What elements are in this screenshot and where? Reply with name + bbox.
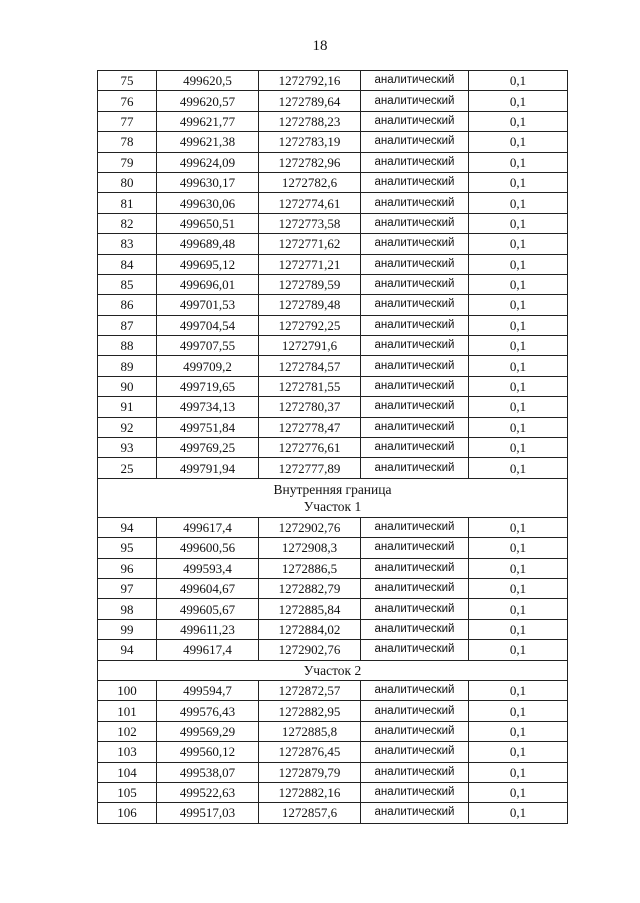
table-row (98, 315, 568, 335)
point-number-cell: 93 (98, 438, 157, 458)
point-number-cell: 81 (98, 193, 157, 213)
accuracy-cell: 0,1 (469, 234, 568, 254)
accuracy-cell: 0,1 (469, 701, 568, 721)
x-coordinate-cell: 499620,5 (157, 71, 259, 91)
point-number-cell: 105 (98, 782, 157, 802)
y-coordinate-cell: 1272791,6 (259, 336, 361, 356)
accuracy-cell: 0,1 (469, 254, 568, 274)
section-plot2 (98, 660, 568, 680)
x-coordinate-cell: 499621,38 (157, 132, 259, 152)
method-cell: аналитический (361, 295, 469, 315)
method-cell: аналитический (361, 458, 469, 478)
table-row (98, 417, 568, 437)
table-row (98, 619, 568, 639)
section-row-inner-boundary (98, 478, 568, 517)
table-row (98, 111, 568, 131)
accuracy-cell: 0,1 (469, 417, 568, 437)
method-cell: аналитический (361, 640, 469, 660)
point-number-cell: 75 (98, 71, 157, 91)
y-coordinate-cell: 1272884,02 (259, 619, 361, 639)
y-coordinate-cell: 1272792,16 (259, 71, 361, 91)
x-coordinate-cell: 499617,4 (157, 517, 259, 537)
point-number-cell: 86 (98, 295, 157, 315)
table-row (98, 274, 568, 294)
point-number-cell: 84 (98, 254, 157, 274)
x-coordinate-cell: 499538,07 (157, 762, 259, 782)
method-cell: аналитический (361, 599, 469, 619)
table-row (98, 254, 568, 274)
section-row-plot2 (98, 660, 568, 680)
x-coordinate-cell: 499560,12 (157, 742, 259, 762)
table-row (98, 213, 568, 233)
y-coordinate-cell: 1272788,23 (259, 111, 361, 131)
y-coordinate-cell: 1272782,6 (259, 172, 361, 192)
x-coordinate-cell: 499704,54 (157, 315, 259, 335)
method-cell: аналитический (361, 254, 469, 274)
x-coordinate-cell: 499769,25 (157, 438, 259, 458)
point-number-cell: 90 (98, 376, 157, 396)
x-coordinate-cell: 499701,53 (157, 295, 259, 315)
point-number-cell: 92 (98, 417, 157, 437)
plot1-label: Участок 1 (303, 498, 362, 514)
x-coordinate-cell: 499594,7 (157, 680, 259, 700)
y-coordinate-cell: 1272771,62 (259, 234, 361, 254)
y-coordinate-cell: 1272771,21 (259, 254, 361, 274)
method-cell: аналитический (361, 376, 469, 396)
y-coordinate-cell: 1272789,59 (259, 274, 361, 294)
x-coordinate-cell: 499751,84 (157, 417, 259, 437)
x-coordinate-cell: 499620,57 (157, 91, 259, 111)
y-coordinate-cell: 1272885,8 (259, 721, 361, 741)
plot2-label: Участок 2 (98, 660, 568, 680)
x-coordinate-cell: 499611,23 (157, 619, 259, 639)
y-coordinate-cell: 1272784,57 (259, 356, 361, 376)
block3-body (98, 680, 568, 823)
point-number-cell: 96 (98, 558, 157, 578)
method-cell: аналитический (361, 762, 469, 782)
x-coordinate-cell: 499605,67 (157, 599, 259, 619)
method-cell: аналитический (361, 356, 469, 376)
accuracy-cell: 0,1 (469, 172, 568, 192)
x-coordinate-cell: 499624,09 (157, 152, 259, 172)
accuracy-cell: 0,1 (469, 295, 568, 315)
point-number-cell: 104 (98, 762, 157, 782)
accuracy-cell: 0,1 (469, 599, 568, 619)
x-coordinate-cell: 499791,94 (157, 458, 259, 478)
y-coordinate-cell: 1272792,25 (259, 315, 361, 335)
method-cell: аналитический (361, 742, 469, 762)
x-coordinate-cell: 499709,2 (157, 356, 259, 376)
table-row (98, 172, 568, 192)
x-coordinate-cell: 499569,29 (157, 721, 259, 741)
y-coordinate-cell: 1272882,95 (259, 701, 361, 721)
section-inner-boundary (98, 478, 568, 517)
accuracy-cell: 0,1 (469, 742, 568, 762)
table-row (98, 376, 568, 396)
accuracy-cell: 0,1 (469, 517, 568, 537)
x-coordinate-cell: 499689,48 (157, 234, 259, 254)
accuracy-cell: 0,1 (469, 71, 568, 91)
y-coordinate-cell: 1272780,37 (259, 397, 361, 417)
point-number-cell: 99 (98, 619, 157, 639)
accuracy-cell: 0,1 (469, 680, 568, 700)
method-cell: аналитический (361, 397, 469, 417)
table-row (98, 438, 568, 458)
accuracy-cell: 0,1 (469, 152, 568, 172)
y-coordinate-cell: 1272886,5 (259, 558, 361, 578)
accuracy-cell: 0,1 (469, 538, 568, 558)
y-coordinate-cell: 1272908,3 (259, 538, 361, 558)
accuracy-cell: 0,1 (469, 213, 568, 233)
method-cell: аналитический (361, 782, 469, 802)
y-coordinate-cell: 1272789,48 (259, 295, 361, 315)
section-title-cell (98, 478, 568, 517)
x-coordinate-cell: 499630,17 (157, 172, 259, 192)
accuracy-cell: 0,1 (469, 578, 568, 598)
point-number-cell: 88 (98, 336, 157, 356)
table-row (98, 234, 568, 254)
accuracy-cell: 0,1 (469, 111, 568, 131)
y-coordinate-cell: 1272789,64 (259, 91, 361, 111)
point-number-cell: 79 (98, 152, 157, 172)
y-coordinate-cell: 1272857,6 (259, 803, 361, 823)
point-number-cell: 82 (98, 213, 157, 233)
x-coordinate-cell: 499650,51 (157, 213, 259, 233)
accuracy-cell: 0,1 (469, 558, 568, 578)
accuracy-cell: 0,1 (469, 438, 568, 458)
method-cell: аналитический (361, 803, 469, 823)
method-cell: аналитический (361, 578, 469, 598)
point-number-cell: 98 (98, 599, 157, 619)
y-coordinate-cell: 1272773,58 (259, 213, 361, 233)
method-cell: аналитический (361, 193, 469, 213)
y-coordinate-cell: 1272774,61 (259, 193, 361, 213)
table-row (98, 356, 568, 376)
point-number-cell: 106 (98, 803, 157, 823)
x-coordinate-cell: 499719,65 (157, 376, 259, 396)
accuracy-cell: 0,1 (469, 336, 568, 356)
accuracy-cell: 0,1 (469, 356, 568, 376)
table-row (98, 680, 568, 700)
point-number-cell: 83 (98, 234, 157, 254)
table-row (98, 558, 568, 578)
accuracy-cell: 0,1 (469, 376, 568, 396)
point-number-cell: 100 (98, 680, 157, 700)
page-number: 18 (312, 38, 328, 54)
table-row (98, 397, 568, 417)
accuracy-cell: 0,1 (469, 315, 568, 335)
point-number-cell: 80 (98, 172, 157, 192)
method-cell: аналитический (361, 152, 469, 172)
accuracy-cell: 0,1 (469, 397, 568, 417)
point-number-cell: 77 (98, 111, 157, 131)
accuracy-cell: 0,1 (469, 91, 568, 111)
table-row (98, 336, 568, 356)
method-cell: аналитический (361, 234, 469, 254)
point-number-cell: 94 (98, 640, 157, 660)
x-coordinate-cell: 499593,4 (157, 558, 259, 578)
point-number-cell: 101 (98, 701, 157, 721)
table-row (98, 517, 568, 537)
accuracy-cell: 0,1 (469, 640, 568, 660)
table-row (98, 762, 568, 782)
method-cell: аналитический (361, 111, 469, 131)
method-cell: аналитический (361, 132, 469, 152)
method-cell: аналитический (361, 71, 469, 91)
x-coordinate-cell: 499517,03 (157, 803, 259, 823)
y-coordinate-cell: 1272882,16 (259, 782, 361, 802)
method-cell: аналитический (361, 213, 469, 233)
block1-body (98, 71, 568, 479)
point-number-cell: 103 (98, 742, 157, 762)
x-coordinate-cell: 499604,67 (157, 578, 259, 598)
table-row (98, 742, 568, 762)
table-row (98, 803, 568, 823)
method-cell: аналитический (361, 619, 469, 639)
point-number-cell: 102 (98, 721, 157, 741)
accuracy-cell: 0,1 (469, 132, 568, 152)
table-row (98, 599, 568, 619)
point-number-cell: 25 (98, 458, 157, 478)
point-number-cell: 89 (98, 356, 157, 376)
accuracy-cell: 0,1 (469, 458, 568, 478)
y-coordinate-cell: 1272781,55 (259, 376, 361, 396)
point-number-cell: 85 (98, 274, 157, 294)
point-number-cell: 78 (98, 132, 157, 152)
point-number-cell: 91 (98, 397, 157, 417)
y-coordinate-cell: 1272879,79 (259, 762, 361, 782)
y-coordinate-cell: 1272777,89 (259, 458, 361, 478)
method-cell: аналитический (361, 315, 469, 335)
method-cell: аналитический (361, 274, 469, 294)
method-cell: аналитический (361, 538, 469, 558)
accuracy-cell: 0,1 (469, 274, 568, 294)
table-row (98, 91, 568, 111)
y-coordinate-cell: 1272876,45 (259, 742, 361, 762)
y-coordinate-cell: 1272882,79 (259, 578, 361, 598)
x-coordinate-cell: 499576,43 (157, 701, 259, 721)
x-coordinate-cell: 499621,77 (157, 111, 259, 131)
table-row (98, 640, 568, 660)
table-row (98, 458, 568, 478)
x-coordinate-cell: 499600,56 (157, 538, 259, 558)
x-coordinate-cell: 499522,63 (157, 782, 259, 802)
method-cell: аналитический (361, 680, 469, 700)
point-number-cell: 76 (98, 91, 157, 111)
x-coordinate-cell: 499734,13 (157, 397, 259, 417)
method-cell: аналитический (361, 701, 469, 721)
method-cell: аналитический (361, 438, 469, 458)
table-row (98, 295, 568, 315)
method-cell: аналитический (361, 172, 469, 192)
y-coordinate-cell: 1272782,96 (259, 152, 361, 172)
table-row (98, 152, 568, 172)
x-coordinate-cell: 499696,01 (157, 274, 259, 294)
point-number-cell: 97 (98, 578, 157, 598)
x-coordinate-cell: 499707,55 (157, 336, 259, 356)
table-row (98, 782, 568, 802)
y-coordinate-cell: 1272902,76 (259, 517, 361, 537)
point-number-cell: 94 (98, 517, 157, 537)
accuracy-cell: 0,1 (469, 619, 568, 639)
x-coordinate-cell: 499630,06 (157, 193, 259, 213)
block2-body (98, 517, 568, 660)
method-cell: аналитический (361, 517, 469, 537)
table-row (98, 132, 568, 152)
method-cell: аналитический (361, 721, 469, 741)
table-row (98, 578, 568, 598)
y-coordinate-cell: 1272778,47 (259, 417, 361, 437)
x-coordinate-cell: 499695,12 (157, 254, 259, 274)
method-cell: аналитический (361, 336, 469, 356)
x-coordinate-cell: 499617,4 (157, 640, 259, 660)
y-coordinate-cell: 1272872,57 (259, 680, 361, 700)
y-coordinate-cell: 1272783,19 (259, 132, 361, 152)
method-cell: аналитический (361, 417, 469, 437)
y-coordinate-cell: 1272776,61 (259, 438, 361, 458)
point-number-cell: 95 (98, 538, 157, 558)
inner-boundary-label: Внутренняя граница (273, 481, 392, 497)
accuracy-cell: 0,1 (469, 803, 568, 823)
y-coordinate-cell: 1272902,76 (259, 640, 361, 660)
point-number-cell: 87 (98, 315, 157, 335)
y-coordinate-cell: 1272885,84 (259, 599, 361, 619)
table-row (98, 538, 568, 558)
method-cell: аналитический (361, 91, 469, 111)
table-row (98, 71, 568, 91)
table-row (98, 701, 568, 721)
method-cell: аналитический (361, 558, 469, 578)
table-row (98, 193, 568, 213)
table-row (98, 721, 568, 741)
accuracy-cell: 0,1 (469, 762, 568, 782)
coordinates-table (97, 70, 568, 824)
accuracy-cell: 0,1 (469, 721, 568, 741)
accuracy-cell: 0,1 (469, 782, 568, 802)
accuracy-cell: 0,1 (469, 193, 568, 213)
